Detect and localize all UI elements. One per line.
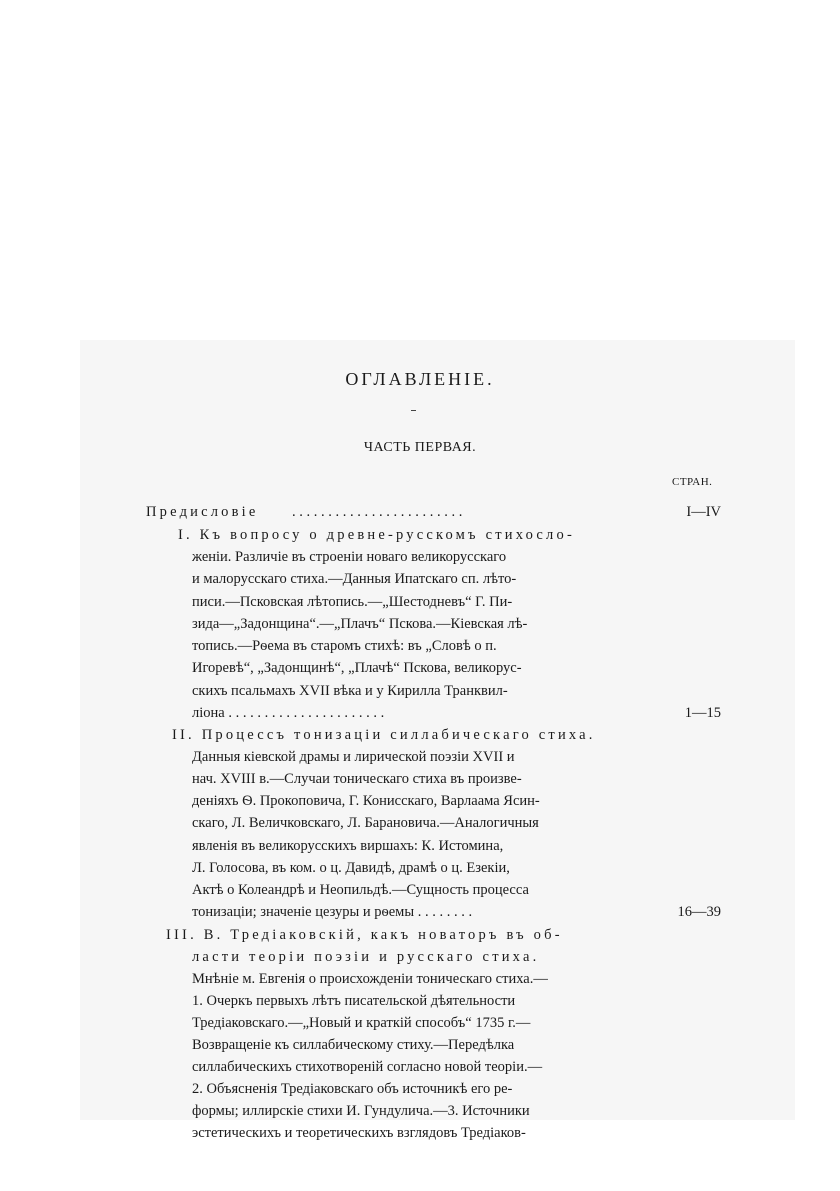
toc-line: явленія въ великорусскихъ виршахъ: К. Истомина, [192,838,504,854]
toc-line: Тредіаковскаго.—„Новый и краткій способъ“ 1735 г.— [192,1015,531,1031]
toc-line: Данныя кіевской драмы и лирической поэзіи XVII и [192,749,515,765]
toc-chapter-1-pages: 1—15 [684,705,721,721]
toc-line: ласти теоріи поэзіи и русскаго стиха. [192,949,540,965]
toc-line: 1. Очеркъ первыхъ лѣтъ писательской дѣятельности [192,993,516,1009]
toc-line: и малорусскаго стиха.—Данныя Ипатскаго сп. лѣто- [192,571,517,587]
toc-line: скаго, Л. Величковскаго, Л. Барановича.—Аналогичныя [192,815,539,831]
toc-chapter-2-pages: 16—39 [677,904,721,920]
toc-line: 2. Объясненія Тредіаковскаго объ источникѣ его ре- [192,1081,513,1097]
toc-line: Игоревѣ“, „Задонщинѣ“, „Плачѣ“ Пскова, великорус- [192,660,522,676]
toc-line: скихъ псальмахъ XVII вѣка и у Кирилла Транквил- [192,683,508,699]
part-heading: ЧАСТЬ ПЕРВАЯ. [363,440,477,455]
toc-line: I. Къ вопросу о древне-русскомъ стихосло- [178,527,575,543]
title-divider [411,410,416,411]
toc-line: III. В. Тредіаковскій, какъ новаторъ въ об- [166,927,563,943]
page-column-label: СТРАН. [672,476,713,488]
toc-line: эстетическихъ и теоретическихъ взглядовъ Тредіаков- [192,1125,526,1141]
toc-preface-label: Предисловіе [146,504,259,520]
toc-line: ліона . . . . . . . . . . . . . . . . . . . . . . 1—15 [0,702,840,724]
toc-line: деніяхъ Ѳ. Прокоповича, Г. Конисскаго, Варлаама Ясин- [192,793,540,809]
toc-line: нач. XVIII в.—Случаи тоническаго стиха въ произве- [192,771,522,787]
toc-entry-preface [0,501,840,523]
toc-line: Возвращеніе къ силлабическому стиху.—Передѣлка [192,1037,515,1053]
toc-line: силлабическихъ стихотвореній согласно новой теоріи.— [192,1059,543,1075]
toc-preface-leader: . . . . . . . . . . . . . . . . . . . . . . . . [292,504,463,520]
toc-preface-pages: I—IV [686,504,721,520]
page-title: ОГЛАВЛЕНIЕ. [345,369,495,389]
toc-line: Актѣ о Колеандрѣ и Неопильдѣ.—Сущность процесса [192,882,529,898]
toc-line: зида—„Задонщина“.—„Плачъ“ Пскова.—Кіевская лѣ- [192,616,528,632]
toc-line: Мнѣніе м. Евгенія о происхожденіи тоническаго стиха.— [192,971,548,987]
toc-line: женіи. Различіе въ строеніи новаго великорусскаго [192,549,507,565]
toc-line: II. Процессъ тонизаціи силлабическаго стиха. [172,727,596,743]
toc-line: формы; иллирскіе стихи И. Гундулича.—3. Источники [192,1103,530,1119]
toc-line: топись.—Рѳема въ старомъ стихѣ: въ „Словѣ о п. [192,638,497,654]
toc-line: пиcи.—Псковская лѣтопись.—„Шестодневъ“ Г. Пи- [192,594,513,610]
toc-line: тонизаціи; значеніе цезуры и рѳемы . . . . . . . . 16—39 [0,901,840,923]
toc-line: Л. Голосова, въ ком. о ц. Давидѣ, драмѣ о ц. Езекіи, [192,860,510,876]
